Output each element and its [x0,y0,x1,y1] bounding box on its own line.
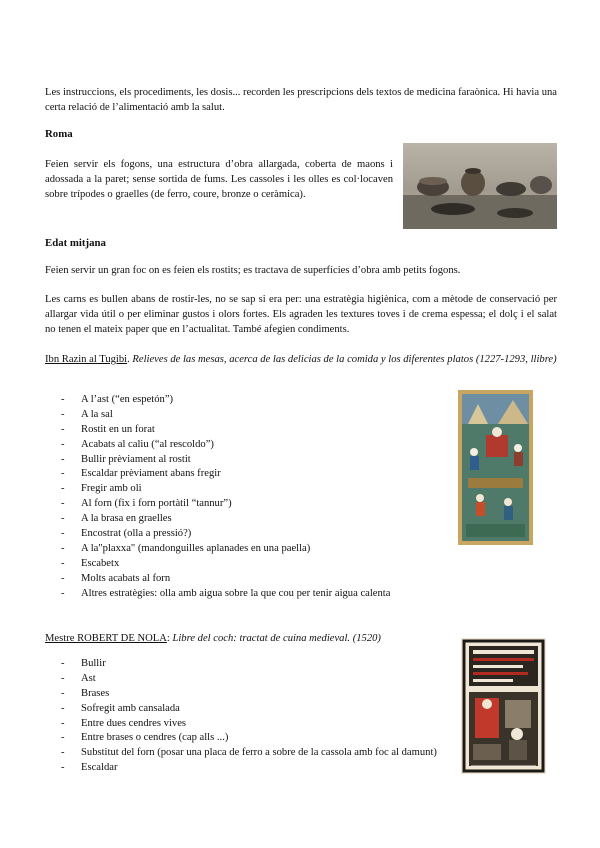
roma-paragraph: Feien servir els fogons, una estructura d’obra allargada, coberta de maons i adossada a la paret; sense sortida de fums. Les cassoles i les olles es col·locaven sobre trípodes o graelles (de ferro, coure, bronze o ceràmica). [45,159,393,200]
heading-edat-mitjana: Edat mitjana [45,237,106,249]
heading-roma: Roma [45,128,73,140]
list-item: - A la brasa en graelles [45,512,390,527]
list-item: - Escabetx [45,557,390,572]
source-author-1: Ibn Razin al Tugibi [45,354,128,365]
list-item: - Acabats al caliu (“al rescoldo”) [45,438,390,453]
list-item: - Altres estratègies: olla amb aigua sobre la que cou per tenir aigua calenta [45,587,390,602]
intro-paragraph: Les instruccions, els procediments, les dosis... recorden les prescripcions dels textos de medicina faraònica. Hi havia una certa relació de l’alimentació amb la salut. [45,87,557,113]
list-item: - Brases [45,687,437,702]
list-item: - A la sal [45,408,390,423]
list-item: - Ast [45,672,437,687]
medieval-miniature-painting [458,390,533,545]
cooking-methods-list-2 [45,657,437,776]
source-title-1: Relieves de las mesas, acerca de las delicias de la comida y los diferentes platos (1227-1293, llibre) [132,354,557,365]
source-author-2: Mestre ROBERT DE NOLA [45,633,167,644]
list-item: - Bullir [45,657,437,672]
list-item: - A l’ast (“en espetón”) [45,393,390,408]
list-item: - Substitut del forn (posar una placa de ferro a sobre de la cassola amb foc al damunt) [45,746,437,761]
list-item: - Entre brases o cendres (cap alls ...) [45,731,437,746]
edat-mitjana-paragraph-1: Feien servir un gran foc on es feien els rostits; es tractava de superfícies d’obra amb petits fogons. [45,265,461,276]
source-citation-2: Mestre ROBERT DE NOLA: Libre del coch: tractat de cuina medieval. (1520) [45,633,381,644]
list-item: - Escaldar [45,761,437,776]
roman-kitchen-photo [403,143,557,229]
list-item: - Sofregit amb cansalada [45,702,437,717]
woodcut-engraving [461,638,546,774]
list-item: - Fregir amb oli [45,482,390,497]
list-item: - Encostrat (olla a pressió?) [45,527,390,542]
list-item: - Al forn (fix i forn portàtil “tannur”) [45,497,390,512]
list-item: - Escaldar prèviament abans fregir [45,467,390,482]
cooking-methods-list-1 [45,393,390,601]
list-item: - Bullir prèviament al rostit [45,453,390,468]
list-item: - Rostit en un forat [45,423,390,438]
list-item: - Molts acabats al forn [45,572,390,587]
edat-mitjana-paragraph-2: Les carns es bullen abans de rostir-les, no se sap si era per: una estratègia higiènica, com a mètode de conservació per allargar vida útil o per eliminar gustos i olors fortes. Els agraden les textures toves i de crema espessa; el dolç i el salat no tenen el mateix paper que en l’actualitat. També afegien condiments. [45,294,557,335]
source-citation-1: Ibn Razin al Tugibi. Relieves de las mesas, acerca de las delicias de la comida y los diferentes platos (1227-1293, llibre) [45,354,557,365]
list-item: - Entre dues cendres vives [45,717,437,732]
source-title-2: Libre del coch: tractat de cuina medieval. (1520) [172,633,381,644]
list-item: - A la"plaxxa" (mandonguilles aplanades en una paella) [45,542,390,557]
